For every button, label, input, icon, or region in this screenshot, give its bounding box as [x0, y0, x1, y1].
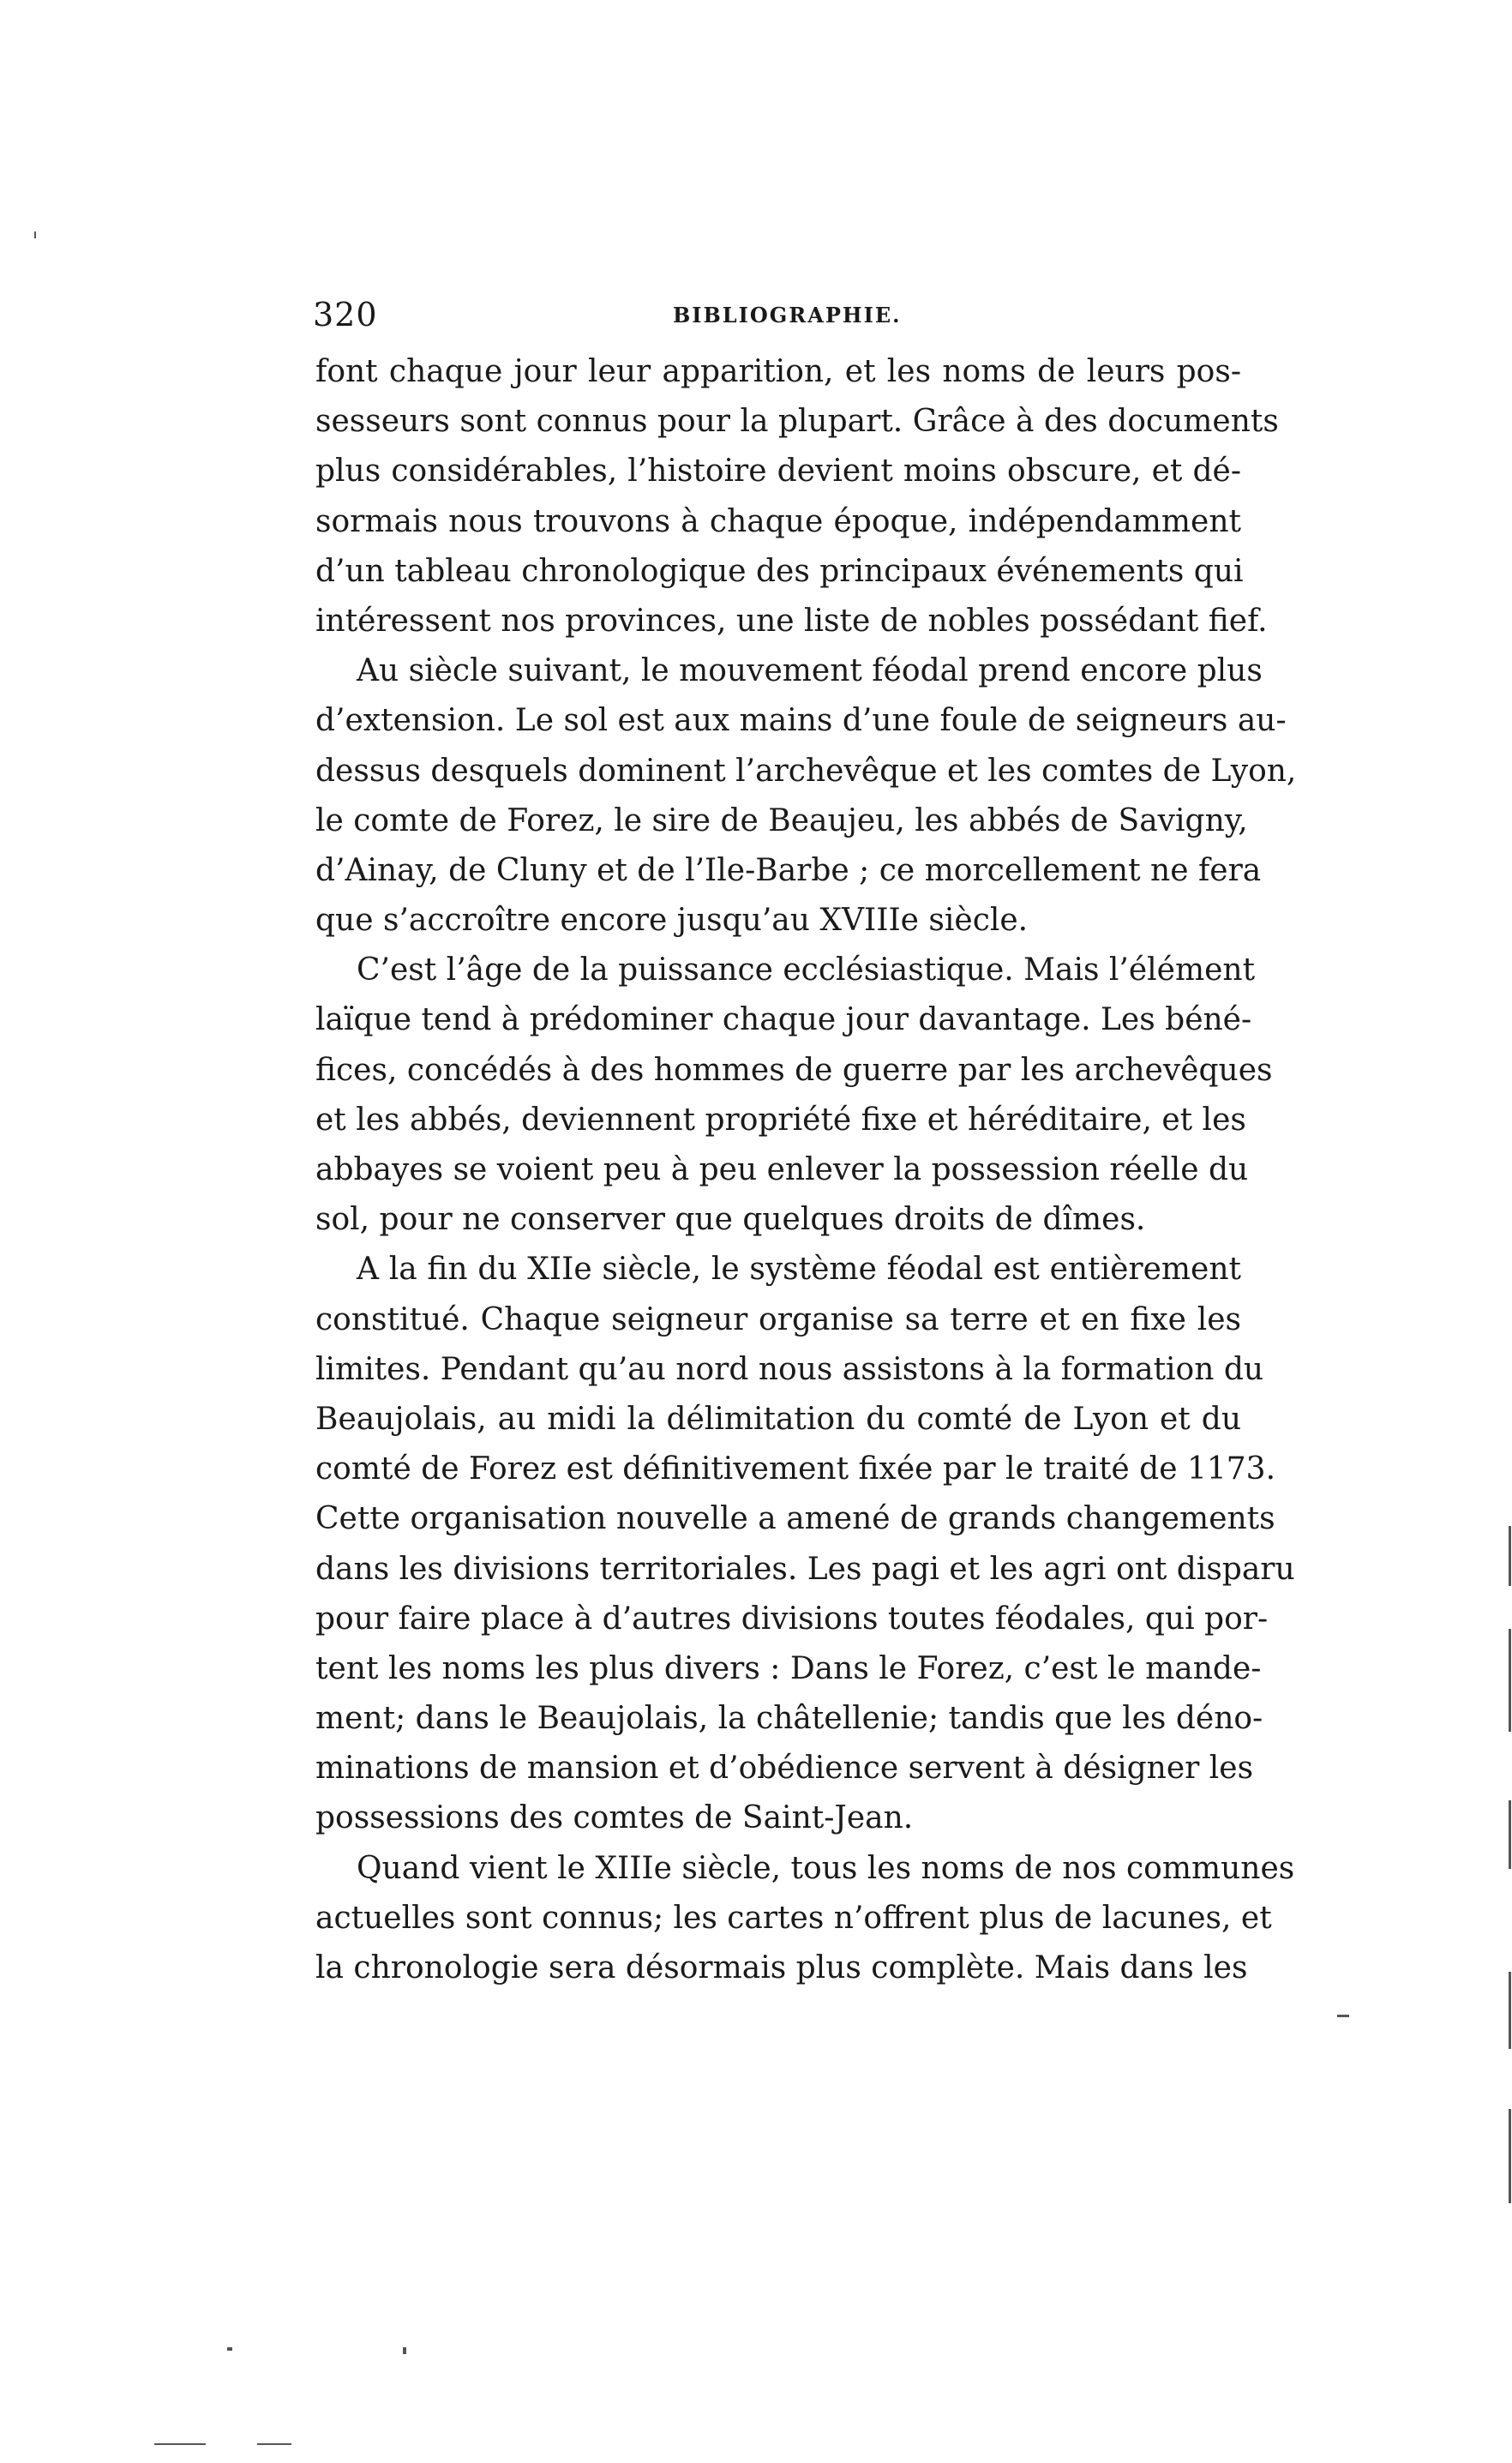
scan-speck	[257, 2443, 291, 2445]
scan-speck	[1509, 1800, 1511, 1869]
body-text	[315, 347, 1297, 1993]
text-line: Quand vient le XIIIe siècle, tous les noms de nos communes	[357, 1850, 1295, 1886]
running-head: BIBLIOGRAPHIE.	[673, 303, 902, 327]
text-line: Beaujolais, au midi la délimitation du comté de Lyon et du	[315, 1401, 1241, 1437]
text-line: d’un tableau chronologique des principaux événements qui	[315, 553, 1244, 589]
text-line: fices, concédés à des hommes de guerre par les archevêques	[315, 1052, 1273, 1088]
text-line: minations de mansion et d’obédience servent à désigner les	[315, 1751, 1254, 1787]
text-line: limites. Pendant qu’au nord nous assistons à la formation du	[315, 1351, 1264, 1387]
text-line: Au siècle suivant, le mouvement féodal prend encore plus	[357, 653, 1263, 689]
text-line: abbayes se voient peu à peu enlever la possession réelle du	[315, 1152, 1249, 1187]
text-line: et les abbés, deviennent propriété fixe et héréditaire, et les	[315, 1102, 1246, 1138]
text-line: Cette organisation nouvelle a amené de grands changements	[315, 1501, 1275, 1537]
text-line: ment; dans le Beaujolais, la châtellenie; tandis que les déno-	[315, 1701, 1263, 1737]
scan-speck	[154, 2443, 206, 2445]
text-line: comté de Forez est définitivement fixée par le traité de 1173.	[315, 1451, 1276, 1487]
scan-speck	[1509, 2109, 1511, 2203]
text-line: d’Ainay, de Cluny et de l’Ile-Barbe ; ce morcellement ne fera	[315, 852, 1262, 888]
text-line: actuelles sont connus; les cartes n’offrent plus de lacunes, et	[315, 1900, 1272, 1936]
scan-speck	[1337, 2015, 1349, 2017]
text-line: sesseurs sont connus pour la plupart. Grâce à des documents	[315, 404, 1279, 440]
scan-speck	[403, 2347, 406, 2354]
page-header	[313, 296, 1256, 339]
text-line: tent les noms les plus divers : Dans le Forez, c’est le mande-	[315, 1650, 1262, 1686]
text-line: que s’accroître encore jusqu’au XVIIIe siècle.	[315, 903, 1029, 939]
text-line: constitué. Chaque seigneur organise sa terre et en fixe les	[315, 1301, 1241, 1337]
text-line: A la fin du XIIe siècle, le système féodal est entièrement	[357, 1252, 1241, 1288]
text-line: possessions des comtes de Saint-Jean.	[315, 1800, 914, 1836]
text-line: le comte de Forez, le sire de Beaujeu, les abbés de Savigny,	[315, 802, 1248, 838]
text-line: laïque tend à prédominer chaque jour davantage. Les béné-	[315, 1002, 1252, 1038]
text-line: C’est l’âge de la puissance ecclésiastique. Mais l’élément	[357, 952, 1256, 988]
text-line: la chronologie sera désormais plus complète. Mais dans les	[315, 1950, 1248, 1985]
page-number: 320	[313, 296, 378, 333]
text-line: intéressent nos provinces, une liste de nobles possédant fief.	[315, 603, 1268, 639]
text-line: sol, pour ne conserver que quelques droits de dîmes.	[315, 1202, 1146, 1238]
text-line: d’extension. Le sol est aux mains d’une foule de seigneurs au-	[315, 703, 1287, 739]
scan-speck	[34, 231, 36, 238]
scan-speck	[1509, 1972, 1511, 2049]
text-line: plus considérables, l’histoire devient moins obscure, et dé-	[315, 454, 1241, 490]
text-line: sormais nous trouvons à chaque époque, indépendamment	[315, 503, 1241, 539]
scan-speck	[1509, 1629, 1511, 1732]
text-line: pour faire place à d’autres divisions toutes féodales, qui por-	[315, 1601, 1269, 1637]
text-line: dans les divisions territoriales. Les pagi et les agri ont disparu	[315, 1551, 1295, 1587]
scan-speck	[1509, 1526, 1511, 1586]
scan-speck	[227, 2347, 232, 2351]
text-line: font chaque jour leur apparition, et les noms de leurs pos-	[315, 354, 1241, 389]
text-line: dessus desquels dominent l’archevêque et les comtes de Lyon,	[315, 753, 1297, 789]
